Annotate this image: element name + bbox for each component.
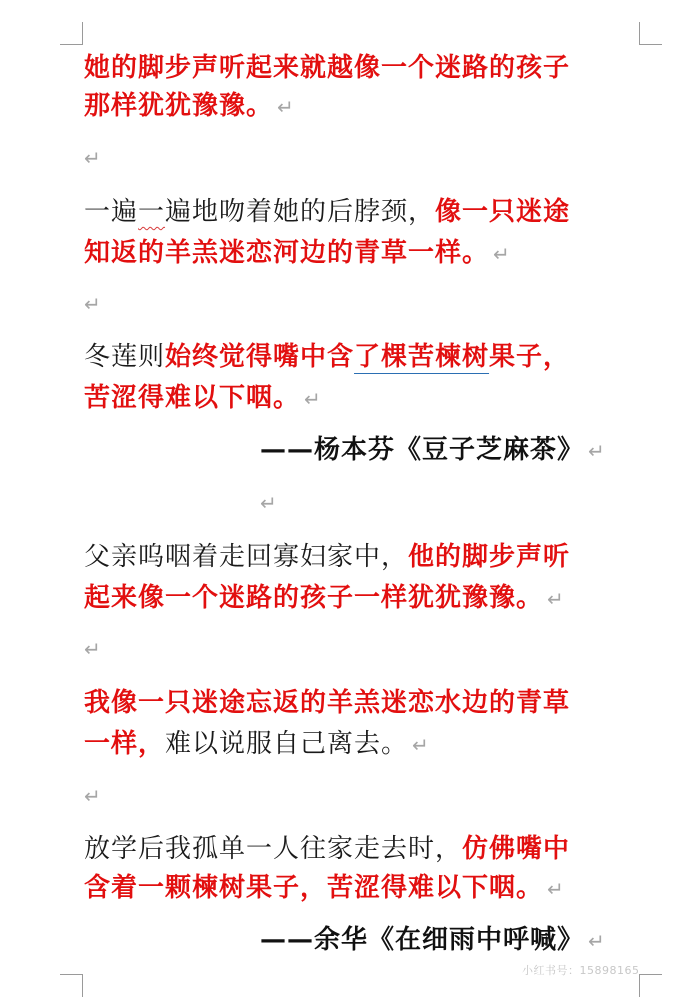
p1-line-2: [84, 84, 295, 128]
p4-red-text: 他的脚步声听: [408, 542, 571, 572]
page-corner-top-right: [639, 22, 662, 45]
p3-text-a: 冬莲则: [84, 342, 166, 372]
page-corner-bottom-left: [60, 974, 83, 997]
p3-red-text-end: 苦涩得难以下咽。: [84, 383, 301, 413]
paragraph-mark-icon: ↵: [84, 784, 101, 808]
paragraph-mark-icon: ↵: [84, 292, 101, 316]
paragraph-mark-icon: ↵: [588, 439, 606, 463]
p5-line-2: [84, 722, 430, 766]
p1-red-text: 她的脚步声听起来就越像一个迷路的孩子: [84, 53, 571, 83]
p4-text: 父亲呜咽着走回寡妇家中，: [84, 542, 409, 572]
p5-red-text: 我像一只迷途忘返的羊羔迷恋水边的青草: [84, 688, 571, 718]
p3-red-text: 始终觉得嘴中含: [165, 342, 355, 372]
page-corner-top-left: [60, 22, 83, 45]
p3-line-1: [84, 335, 570, 379]
watermark: 小红书号：15898165: [522, 964, 640, 977]
paragraph-mark-icon: ↵: [260, 491, 277, 515]
p2-red-text-end: 知返的羊羔迷恋河边的青草一样。: [84, 238, 490, 268]
p2-line-2: [84, 231, 511, 275]
p5-text: 难以说服自己离去。: [165, 729, 409, 759]
paragraph-mark-icon: ↵: [304, 387, 322, 411]
paragraph-mark-icon: ↵: [547, 587, 565, 611]
p4-red-text-end: 起来像一个迷路的孩子一样犹犹豫豫。: [84, 583, 544, 613]
paragraph-mark-icon: ↵: [493, 242, 511, 266]
grammar-flag: 了棵苦楝树: [354, 342, 490, 372]
p2-red-text: 像一只迷途: [435, 197, 571, 227]
page-corner-bottom-right: [639, 974, 662, 997]
p6-red-text: 仿佛嘴中: [462, 834, 571, 864]
citation-yang-benfen: [260, 428, 606, 472]
p1-red-text-end: 那样犹犹豫豫。: [84, 91, 274, 121]
paragraph-mark-icon: ↵: [84, 146, 101, 170]
p2-text-a: 一遍: [84, 197, 139, 227]
paragraph-mark-icon: ↵: [412, 733, 430, 757]
citation-yu-hua: [260, 918, 606, 962]
p6-line-2: [84, 866, 565, 910]
citation-text: ——杨本芬《豆子芝麻茶》: [260, 435, 585, 465]
p5-line-1: [84, 681, 570, 725]
p3-red-text-2: 果子，: [489, 342, 571, 372]
p2-text-c: 遍地吻着她的后脖颈，: [165, 197, 436, 227]
p3-line-2: [84, 376, 322, 420]
citation-text: ——余华《在细雨中呼喊》: [260, 925, 585, 955]
p4-line-1: [84, 535, 570, 579]
p6-red-text-end: 含着一颗楝树果子，苦涩得难以下咽。: [84, 873, 544, 903]
spellcheck-flag: 一: [138, 197, 166, 227]
p2-line-1: [84, 190, 570, 234]
p6-line-1: [84, 827, 570, 871]
p4-line-2: [84, 576, 565, 620]
paragraph-mark-icon: ↵: [588, 929, 606, 953]
paragraph-mark-icon: ↵: [547, 877, 565, 901]
paragraph-mark-icon: ↵: [84, 637, 101, 661]
paragraph-mark-icon: ↵: [277, 95, 295, 119]
p5-red-text-end: 一样，: [84, 729, 166, 759]
p6-text: 放学后我孤单一人往家走去时，: [84, 834, 463, 864]
